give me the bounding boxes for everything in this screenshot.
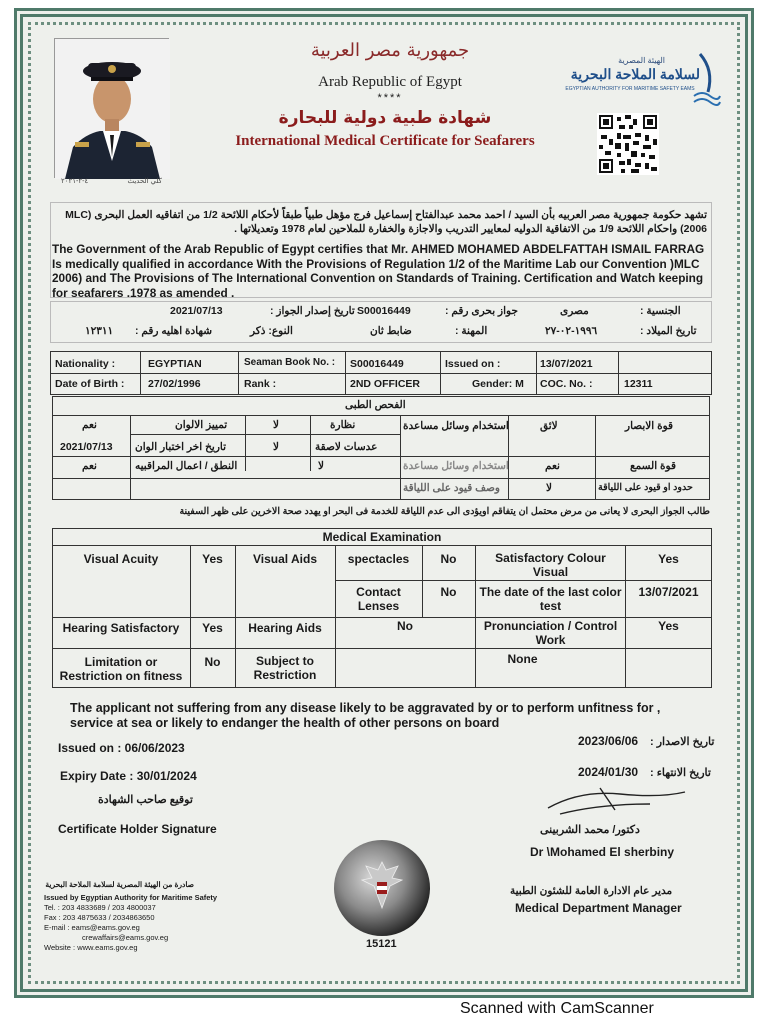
dob-value: 27/02/1996	[148, 378, 201, 390]
english-certificate-title: International Medical Certificate for Seafarers	[235, 133, 535, 149]
rank-label: Rank :	[244, 378, 277, 390]
issued-by-english: Issued by Egyptian Authority for Maritime Safety	[44, 893, 218, 902]
arabic-expiry-label: تاريخ الانتهاء :	[650, 767, 711, 779]
contact-lenses-label: Contact Lenses	[356, 585, 401, 613]
medical-exam-title: Medical Examination	[322, 530, 442, 544]
photo-caption	[55, 177, 168, 185]
holder-photo	[54, 38, 169, 185]
arabic-coc-label: شهادة اهليه رقم :	[135, 325, 213, 337]
hearing-aids-value: No	[397, 619, 413, 633]
subject-to-label: Subject to Restriction	[253, 654, 317, 682]
last-colour-test-value: 13/07/2021	[638, 585, 699, 599]
ar-colour-date: 2021/07/13	[60, 441, 113, 453]
manager-title-arabic: مدير عام الادارة العامة للشئون الطبية	[510, 885, 673, 897]
arabic-seaman-book-value: S00016449	[357, 305, 411, 317]
english-declaration: The Government of the Arab Republic of Egypt certifies that Mr. AHMED MOHAMED ABDELFATTAH ISMAIL FARRAG Is medically qualified in accordance With the Provisions of Regulation 1/2 of the Maritime Lab our Convention )MLC 2006) and The Provisions of The International Convention on Standards of Training. Certification and Watch keeping for seafarers .1978 as amended .	[52, 242, 705, 300]
rank-value: 2ND OFFICER	[350, 378, 421, 390]
dob-label: Date of Birth :	[55, 378, 125, 390]
arabic-birth-value: ١٩٩٦-٠٢-٢٧	[545, 325, 598, 337]
colour-vision-value: Yes	[658, 552, 679, 566]
arabic-job-label: المهنة :	[455, 325, 488, 337]
arabic-nationality-value: مصرى	[560, 305, 589, 317]
arabic-declaration: تشهد حكومة جمهورية مصر العربيه بأن السيد / احمد محمد عبدالفتاح إسماعيل فرج مؤهل طبياً طبقاً لأحكام اللائحة 1/2 من اتفاقيه العمل البحرى (MLC 2006) واحكام اللائحة 1/9 من الاتفاقية الدوليه لمعايير التدريب والاجازة والخفارة للملاحين لعام 1978 وتعديلاتها .	[65, 209, 707, 235]
arabic-exam-title: الفحص الطبى	[345, 399, 406, 411]
ar-speech-aids-value: لا	[318, 460, 324, 472]
ar-glasses: نظارة	[330, 419, 356, 431]
spectacles-label: spectacles	[347, 552, 410, 566]
arabic-coc-value: ١٢٣١١	[85, 325, 114, 337]
issuer-website: Website : www.eams.gov.eg	[44, 943, 138, 952]
arab-republic-title: Arab Republic of Egypt	[318, 74, 462, 90]
arabic-emblem-title: جمهورية مصر العربية	[310, 40, 470, 61]
ar-contact-value: لا	[273, 441, 279, 453]
arabic-issue-date-value: 2021/07/13	[170, 305, 223, 317]
seaman-book-label: Seaman Book No. :	[244, 357, 336, 368]
ar-speech-value: نعم	[82, 460, 97, 472]
ar-fitness-statement: طالب الجواز البحرى لا يعانى من مرض محتمل ان يتفاقم اويؤدى الى عدم اللياقة للخدمة فى البحر او يهدد صحة الاخرين على ظهر السفينة	[179, 506, 710, 517]
expiry-date: Expiry Date : 30/01/2024	[60, 769, 197, 783]
pronunciation-label: Pronunciation / Control Work	[483, 619, 618, 647]
doctor-name: Dr \Mohamed El sherbiny	[530, 845, 675, 859]
hearing-value: Yes	[202, 621, 223, 635]
photo-caption-text: كلي الحديث	[127, 178, 162, 185]
ar-colour-date-label: تاريخ اخر اختبار الوان	[135, 441, 227, 453]
ar-visual-acuity: قوة الابصار	[625, 420, 674, 432]
visual-acuity-value: Yes	[202, 552, 223, 566]
coc-value: 12311	[624, 378, 653, 390]
holder-signature-label: Certificate Holder Signature	[58, 822, 217, 836]
doctor-signature-icon	[540, 780, 690, 820]
limitation-label: Limitation or Restriction on fitness	[59, 655, 183, 683]
arabic-issue-label: تاريخ الاصدار :	[650, 736, 715, 748]
arabic-gender-label: النوع: ذكر	[250, 325, 293, 337]
visual-acuity-label: Visual Acuity	[83, 552, 159, 566]
serial-number: 15121	[366, 938, 397, 950]
contact-lenses-value: No	[440, 585, 457, 599]
last-colour-test-label: The date of the last color test	[479, 585, 622, 613]
subject-to-value: None	[507, 652, 538, 666]
photo-caption-date: ٤-٢-٢٠٢١	[61, 178, 89, 185]
manager-title: Medical Department Manager	[515, 901, 682, 915]
ar-hearing: قوة السمع	[630, 460, 677, 472]
pronunciation-value: Yes	[658, 619, 679, 633]
coc-label: COC. No. :	[540, 378, 593, 390]
arabic-expiry-value: 2024/01/30	[578, 765, 639, 779]
issuer-email-2: crewaffairs@eams.gov.eg	[82, 933, 169, 942]
camscanner-watermark: Scanned with CamScanner	[460, 1000, 654, 1017]
issuer-fax: Fax : 203 4875633 / 2034863650	[44, 913, 155, 922]
arabic-issue-value: 2023/06/06	[578, 734, 639, 748]
issuer-email: E-mail : eams@eams.gov.eg	[44, 923, 140, 932]
issuer-contact-block	[44, 880, 244, 953]
ar-limits: حدود او قيود على اللياقة	[598, 482, 693, 493]
arabic-seaman-book-label: جواز بحرى رقم :	[445, 305, 518, 317]
nationality-value: EGYPTIAN	[148, 358, 202, 370]
ar-colour-value: نعم	[82, 419, 97, 431]
ar-visual-aids: استخدام وسائل مساعدة	[403, 420, 509, 432]
ar-colour: تمييز الالوان	[175, 419, 228, 431]
hologram-seal	[334, 840, 430, 936]
arabic-birth-label: تاريخ الميلاد :	[640, 325, 697, 337]
arabic-job-value: ضابط ثان	[370, 325, 412, 337]
hearing-label: Hearing Satisfactory	[62, 621, 180, 635]
authority-arabic-small: الهيئة المصرية	[618, 56, 665, 65]
doctor-name-arabic: دكتور/ محمد الشربينى	[540, 824, 640, 836]
arabic-issue-date-label: تاريخ إصدار الجواز :	[270, 305, 355, 317]
gender-label: Gender: M	[472, 378, 524, 390]
fitness-notice: The applicant not suffering from any disease likely to be aggravated by or to perform unfitness for , service at sea or likely to endanger the health of other persons on board	[70, 701, 661, 730]
ar-visual-result: لائق	[540, 420, 558, 432]
ar-speech: النطق / اعمال المراقبيه	[135, 460, 238, 472]
colour-vision-label: Satisfactory Colour Visual	[495, 551, 606, 579]
nationality-label: Nationality :	[55, 358, 116, 370]
limitation-value: No	[204, 655, 221, 669]
authority-english-name: EGYPTIAN AUTHORITY FOR MARITIME SAFETY EAMS	[565, 86, 695, 92]
ar-glasses-value: لا	[273, 419, 279, 431]
ar-contact: عدسات لاصقة	[315, 441, 378, 453]
seaman-book-value: S00016449	[350, 358, 404, 370]
issued-on-label: Issued on :	[445, 358, 501, 370]
ar-limits-value: لا	[546, 482, 552, 494]
visual-aids-label: Visual Aids	[252, 552, 318, 566]
issued-by-arabic: صادرة من الهيئة المصرية لسلامة الملاحة البحرية	[45, 880, 194, 889]
arabic-certificate-title: شهادة طبية دولية للبحارة	[278, 108, 492, 128]
spectacles-value: No	[440, 552, 457, 566]
ar-limits-desc: وصف قيود على اللياقة	[403, 482, 500, 494]
issued-on-date: Issued on : 06/06/2023	[58, 741, 185, 755]
ar-hearing-aids: استخدام وسائل مساعدة	[403, 460, 509, 472]
authority-logo-icon	[694, 52, 720, 108]
stars-divider: ****	[377, 92, 403, 104]
issuer-tel: Tel. : 203 4833689 / 203 4800037	[44, 903, 156, 912]
holder-signature-arabic: توقيع صاحب الشهادة	[98, 794, 193, 806]
issued-on-value: 13/07/2021	[540, 358, 593, 370]
ar-hearing-value: نعم	[545, 460, 560, 472]
authority-arabic-name: لسلامة الملاحة البحرية	[570, 66, 700, 82]
arabic-nationality-label: الجنسية :	[640, 305, 681, 317]
eagle-emblem-icon	[358, 858, 406, 912]
qr-code-icon	[597, 113, 659, 175]
hearing-aids-label: Hearing Aids	[248, 621, 322, 635]
